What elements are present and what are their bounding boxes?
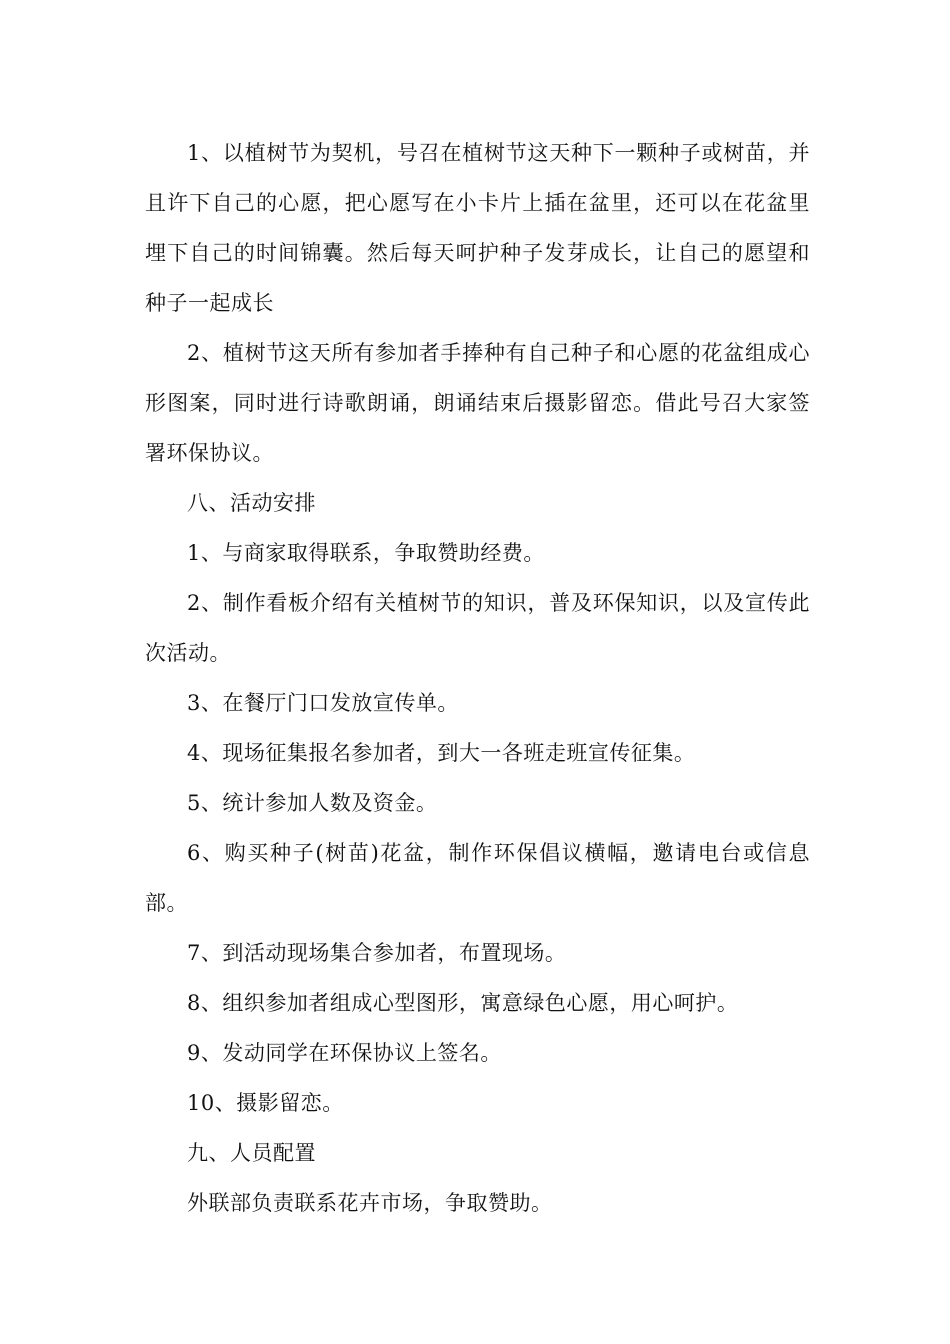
- arrangement-item-10: 10、摄影留恋。: [187, 1091, 344, 1115]
- paragraph-activity-content-1: 1、以植树节为契机，号召在植树节这天种下一颗种子或树苗，并且许下自己的心愿，把心愿写在小卡片上插在盆里，还可以在花盆里埋下自己的时间锦囊。然后每天呵护种子发芽成长，让自己的愿望和种子一起成长: [145, 141, 810, 315]
- arrangement-item-1: 1、与商家取得联系，争取赞助经费。: [187, 541, 545, 565]
- paragraph-activity-content-2: 2、植树节这天所有参加者手捧种有自己种子和心愿的花盆组成心形图案，同时进行诗歌朗诵，朗诵结束后摄影留恋。借此号召大家签署环保协议。: [145, 341, 810, 465]
- staffing-paragraph: 外联部负责联系花卉市场，争取赞助。: [187, 1191, 553, 1215]
- arrangement-item-3: 3、在餐厅门口发放宣传单。: [187, 691, 459, 715]
- arrangement-item-5: 5、统计参加人数及资金。: [187, 791, 438, 815]
- arrangement-item-7: 7、到活动现场集合参加者，布置现场。: [187, 941, 567, 965]
- arrangement-item-6: 6、购买种子(树苗)花盆，制作环保倡议横幅，邀请电台或信息部。: [145, 841, 810, 915]
- document-body: [145, 128, 810, 1228]
- arrangement-item-4: 4、现场征集报名参加者，到大一各班走班宣传征集。: [187, 741, 696, 765]
- section-heading-activity-arrangement: 八、活动安排: [187, 491, 316, 515]
- section-heading-staffing: 九、人员配置: [187, 1141, 316, 1165]
- arrangement-item-8: 8、组织参加者组成心型图形，寓意绿色心愿，用心呵护。: [187, 991, 739, 1015]
- arrangement-item-2: 2、制作看板介绍有关植树节的知识，普及环保知识，以及宣传此次活动。: [145, 591, 810, 665]
- arrangement-item-9: 9、发动同学在环保协议上签名。: [187, 1041, 502, 1065]
